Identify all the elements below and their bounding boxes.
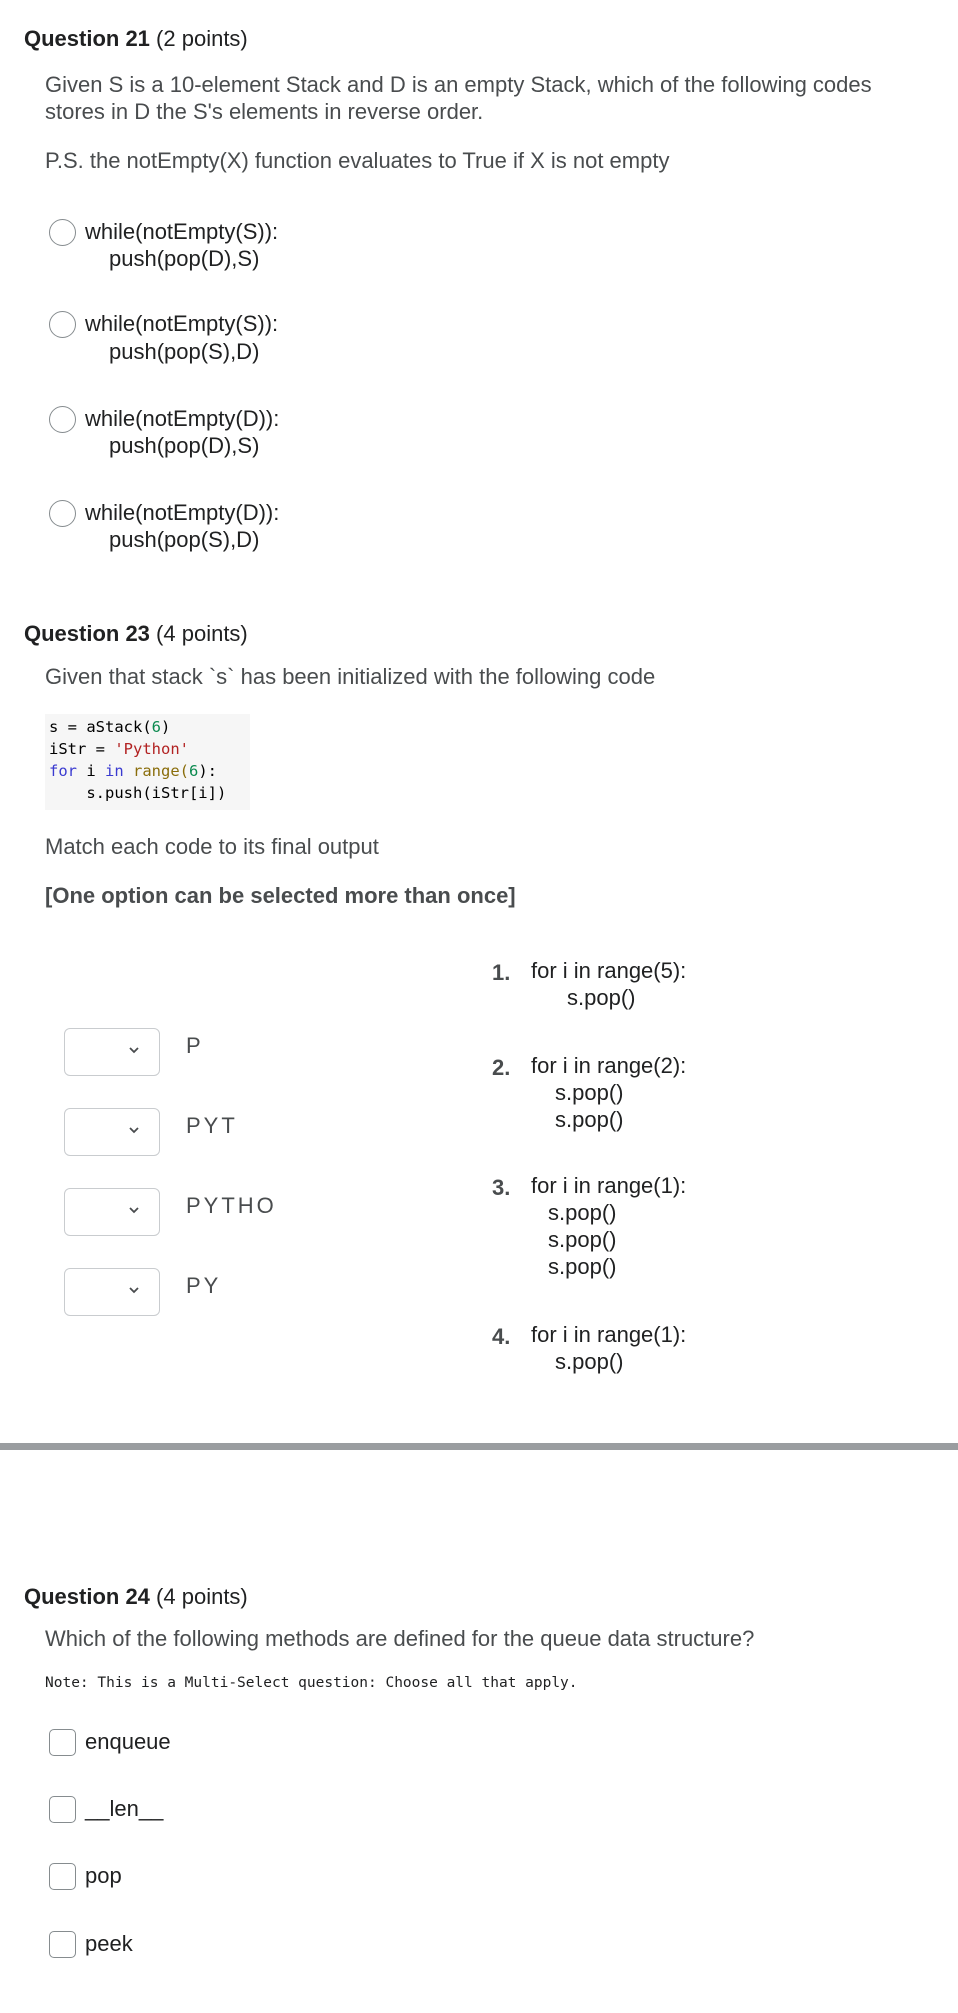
- q21-option-4-line2[interactable]: push(pop(S),D): [109, 527, 260, 552]
- q24-option-3-label[interactable]: pop: [85, 1863, 122, 1888]
- q21-option-2-line2[interactable]: push(pop(S),D): [109, 339, 260, 364]
- q23-match-prompt: Match each code to its final output: [45, 834, 379, 859]
- q23-prompt: Given that stack `s` has been initialized with the following code: [45, 664, 656, 689]
- chevron-down-icon: [129, 1205, 139, 1215]
- q23-select-4[interactable]: [64, 1268, 160, 1316]
- q23-code-1-number: 1.: [492, 960, 511, 985]
- q23-code-4-number: 4.: [492, 1324, 511, 1349]
- q21-title: [24, 26, 248, 52]
- q23-choice-4: PY: [186, 1273, 222, 1298]
- q24-number: Question 24: [24, 1584, 150, 1609]
- q23-select-3[interactable]: [64, 1188, 160, 1236]
- q23-title: [24, 621, 248, 647]
- q23-code-3-line2: s.pop(): [548, 1200, 617, 1225]
- q21-option-3-line1[interactable]: while(notEmpty(D)):: [85, 406, 280, 431]
- q23-code-2-number: 2.: [492, 1055, 511, 1080]
- q23-code-4-line1: for i in range(1):: [531, 1322, 687, 1347]
- q24-option-1-label[interactable]: enqueue: [85, 1729, 171, 1754]
- q23-choice-2: PYT: [186, 1113, 238, 1138]
- q21-option-4-radio[interactable]: [49, 500, 76, 527]
- q23-code-4-line2: s.pop(): [555, 1349, 624, 1374]
- chevron-down-icon: [129, 1285, 139, 1295]
- q21-prompt: Given S is a 10-element Stack and D is an empty Stack, which of the following codes stores in D the S's elements in reverse order.: [45, 72, 872, 124]
- q24-title: [24, 1584, 248, 1610]
- q21-option-1-radio[interactable]: [49, 219, 76, 246]
- q24-option-4-checkbox[interactable]: [49, 1931, 76, 1958]
- q24-option-2-checkbox[interactable]: [49, 1796, 76, 1823]
- chevron-down-icon: [129, 1125, 139, 1135]
- q23-code-1-line1: for i in range(5):: [531, 958, 687, 983]
- q21-number: Question 21: [24, 26, 150, 51]
- q23-code-block: s = aStack(6) iStr = 'Python' for i in range(6): s.push(iStr[i]): [45, 714, 250, 810]
- q21-ps: P.S. the notEmpty(X) function evaluates to True if X is not empty: [45, 148, 670, 173]
- q23-hint: [One option can be selected more than once]: [45, 883, 516, 908]
- q24-option-2-label[interactable]: __len__: [85, 1796, 164, 1821]
- q24-option-1-checkbox[interactable]: [49, 1729, 76, 1756]
- q24-points: (4 points): [156, 1584, 248, 1609]
- q21-option-2-line1[interactable]: while(notEmpty(S)):: [85, 311, 279, 336]
- q21-option-1-line1[interactable]: while(notEmpty(S)):: [85, 219, 279, 244]
- q23-code-3-number: 3.: [492, 1175, 511, 1200]
- q24-note: Note: This is a Multi-Select question: Choose all that apply.: [45, 1675, 578, 1691]
- q23-select-2[interactable]: [64, 1108, 160, 1156]
- q23-code-3-line4: s.pop(): [548, 1254, 617, 1279]
- q21-option-3-radio[interactable]: [49, 406, 76, 433]
- q23-choice-3: PYTHO: [186, 1193, 277, 1218]
- q23-select-1[interactable]: [64, 1028, 160, 1076]
- section-divider: [0, 1443, 958, 1450]
- q24-option-3-checkbox[interactable]: [49, 1863, 76, 1890]
- q24-option-4-label[interactable]: peek: [85, 1931, 133, 1956]
- q21-option-4-line1[interactable]: while(notEmpty(D)):: [85, 500, 280, 525]
- q21-option-3-line2[interactable]: push(pop(D),S): [109, 433, 260, 458]
- q23-code-1-line2: s.pop(): [567, 985, 636, 1010]
- q23-code-2-line2: s.pop(): [555, 1080, 624, 1105]
- q23-number: Question 23: [24, 621, 150, 646]
- q21-points: (2 points): [156, 26, 248, 51]
- q23-code-2-line3: s.pop(): [555, 1107, 624, 1132]
- q21-option-2-radio[interactable]: [49, 311, 76, 338]
- q23-choice-1: P: [186, 1033, 204, 1058]
- chevron-down-icon: [129, 1045, 139, 1055]
- q21-option-1-line2[interactable]: push(pop(D),S): [109, 246, 260, 271]
- q23-points: (4 points): [156, 621, 248, 646]
- q23-code-2-line1: for i in range(2):: [531, 1053, 687, 1078]
- q24-prompt: Which of the following methods are defined for the queue data structure?: [45, 1626, 755, 1651]
- q23-code-3-line3: s.pop(): [548, 1227, 617, 1252]
- q23-code-3-line1: for i in range(1):: [531, 1173, 687, 1198]
